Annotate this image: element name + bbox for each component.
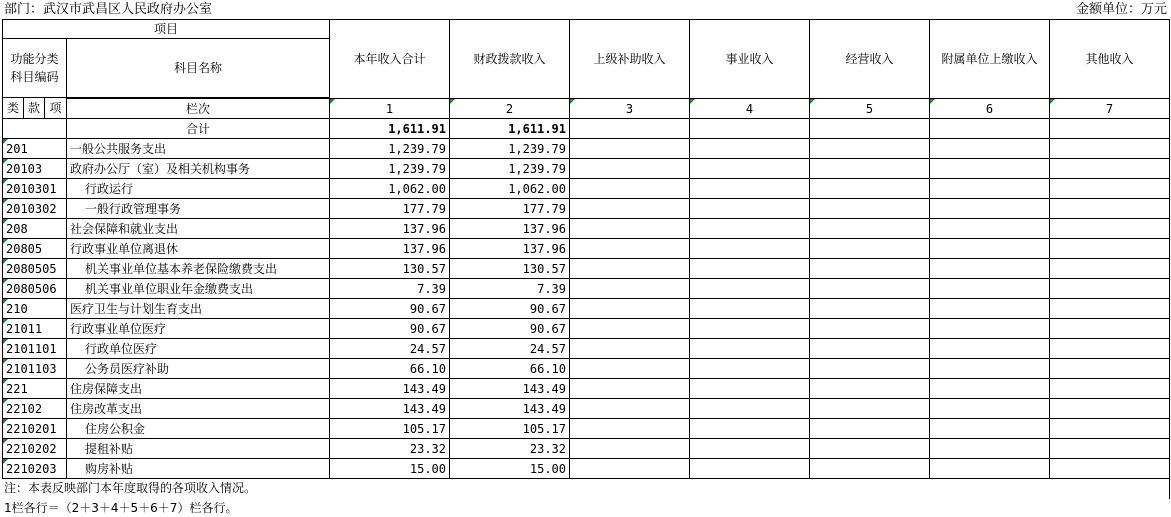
row-total-income: 24.57 <box>330 339 450 359</box>
empty-cell <box>930 259 1050 279</box>
row-total-income: 1,239.79 <box>330 139 450 159</box>
row-code: 2210201 <box>3 419 67 439</box>
empty-cell <box>570 399 690 419</box>
row-total-income: 7.39 <box>330 279 450 299</box>
row-fiscal-income: 1,062.00 <box>450 179 570 199</box>
row-code: 221 <box>3 379 67 399</box>
empty-cell <box>810 459 930 479</box>
empty-cell <box>570 319 690 339</box>
empty-cell <box>570 159 690 179</box>
func-code-line2: 科目编码 <box>10 70 59 84</box>
row-subject-name: 住房公积金 <box>67 419 330 439</box>
empty-cell <box>570 239 690 259</box>
table-row <box>3 279 1170 299</box>
empty-cell <box>930 359 1050 379</box>
empty-cell <box>1050 139 1170 159</box>
col-number-7: 7 <box>1050 99 1170 119</box>
row-code: 2210203 <box>3 459 67 479</box>
empty-cell <box>930 199 1050 219</box>
row-fiscal-income: 23.32 <box>450 439 570 459</box>
lanci-label: 栏次 <box>67 99 330 119</box>
empty-cell <box>1050 359 1170 379</box>
empty-cell <box>930 239 1050 259</box>
table-row <box>3 399 1170 419</box>
row-subject-name: 购房补贴 <box>67 459 330 479</box>
col-number-2: 2 <box>450 99 570 119</box>
row-subject-name: 提租补贴 <box>67 439 330 459</box>
table-row <box>3 219 1170 239</box>
empty-cell <box>570 339 690 359</box>
row-total-income: 15.00 <box>330 459 450 479</box>
subject-name-header: 科目名称 <box>67 39 330 98</box>
empty-cell <box>690 379 810 399</box>
empty-cell <box>690 199 810 219</box>
table-row <box>3 359 1170 379</box>
empty-cell <box>810 279 930 299</box>
col-header-other: 其他收入 <box>1050 20 1170 99</box>
col-header-superior: 上级补助收入 <box>570 20 690 99</box>
col-header-total: 本年收入合计 <box>330 20 450 99</box>
empty-cell <box>570 279 690 299</box>
table-row <box>3 199 1170 219</box>
empty-cell <box>810 179 930 199</box>
col-header-fiscal: 财政拨款收入 <box>450 20 570 99</box>
row-total-income: 90.67 <box>330 299 450 319</box>
empty-cell <box>1050 239 1170 259</box>
empty-cell <box>930 419 1050 439</box>
row-code: 2010301 <box>3 179 67 199</box>
empty-cell <box>810 439 930 459</box>
empty-cell <box>1050 299 1170 319</box>
row-subject-name: 机关事业单位基本养老保险缴费支出 <box>67 259 330 279</box>
empty-cell <box>930 119 1050 139</box>
empty-cell <box>1050 159 1170 179</box>
row-total-income: 105.17 <box>330 419 450 439</box>
lei-header: 类 <box>3 98 24 119</box>
item-header: 项目 <box>3 20 330 39</box>
empty-cell <box>810 399 930 419</box>
table-row <box>3 379 1170 399</box>
row-code: 208 <box>3 219 67 239</box>
empty-cell <box>930 279 1050 299</box>
row-total-income: 137.96 <box>330 219 450 239</box>
row-total-income: 143.49 <box>330 379 450 399</box>
row-fiscal-income: 7.39 <box>450 279 570 299</box>
row-total-income: 90.67 <box>330 319 450 339</box>
empty-cell <box>570 219 690 239</box>
table-row <box>3 159 1170 179</box>
row-code: 20805 <box>3 239 67 259</box>
row-fiscal-income: 130.57 <box>450 259 570 279</box>
empty-cell <box>570 439 690 459</box>
table-row <box>3 319 1170 339</box>
empty-cell <box>690 259 810 279</box>
empty-cell <box>1050 179 1170 199</box>
row-code: 2080506 <box>3 279 67 299</box>
empty-cell <box>810 199 930 219</box>
row-code: 2080505 <box>3 259 67 279</box>
empty-cell <box>1050 259 1170 279</box>
empty-cell <box>810 259 930 279</box>
row-code: 2210202 <box>3 439 67 459</box>
empty-cell <box>930 439 1050 459</box>
sheet-title-bar <box>0 0 1171 19</box>
empty-cell <box>570 359 690 379</box>
empty-cell <box>930 319 1050 339</box>
row-subject-name: 公务员医疗补助 <box>67 359 330 379</box>
empty-cell <box>1050 339 1170 359</box>
empty-cell <box>1050 219 1170 239</box>
empty-cell <box>1050 379 1170 399</box>
empty-cell <box>930 399 1050 419</box>
row-subject-name: 住房保障支出 <box>67 379 330 399</box>
empty-cell <box>690 299 810 319</box>
empty-cell <box>690 279 810 299</box>
footnote-1: 注：本表反映部门本年度取得的各项收入情况。 <box>4 481 257 495</box>
total-fiscal-value: 1,611.91 <box>450 119 570 139</box>
table-row <box>3 419 1170 439</box>
col-number-1: 1 <box>330 99 450 119</box>
empty-cell <box>690 159 810 179</box>
row-fiscal-income: 105.17 <box>450 419 570 439</box>
empty-cell <box>930 139 1050 159</box>
row-fiscal-income: 15.00 <box>450 459 570 479</box>
unit-label: 金额单位：万元 <box>1075 2 1167 17</box>
empty-cell <box>690 459 810 479</box>
empty-cell <box>1050 439 1170 459</box>
empty-cell <box>690 179 810 199</box>
empty-cell <box>1050 459 1170 479</box>
table-row <box>3 239 1170 259</box>
empty-cell <box>1050 199 1170 219</box>
col-number-6: 6 <box>930 99 1050 119</box>
row-code: 210 <box>3 299 67 319</box>
empty-cell <box>570 119 690 139</box>
kuan-header: 款 <box>24 98 45 119</box>
row-code: 21011 <box>3 319 67 339</box>
table-row <box>3 339 1170 359</box>
empty-cell <box>930 299 1050 319</box>
row-fiscal-income: 1,239.79 <box>450 139 570 159</box>
total-label: 合计 <box>67 119 330 139</box>
empty-cell <box>690 399 810 419</box>
row-code: 2101103 <box>3 359 67 379</box>
empty-cell <box>1050 279 1170 299</box>
row-subject-name: 行政运行 <box>67 179 330 199</box>
row-subject-name: 行政事业单位离退休 <box>67 239 330 259</box>
row-subject-name: 医疗卫生与计划生育支出 <box>67 299 330 319</box>
empty-cell <box>810 379 930 399</box>
empty-cell <box>930 379 1050 399</box>
row-subject-name: 政府办公厅（室）及相关机构事务 <box>67 159 330 179</box>
row-subject-name: 行政事业单位医疗 <box>67 319 330 339</box>
empty-cell <box>1050 419 1170 439</box>
empty-cell <box>690 439 810 459</box>
empty-cell <box>690 139 810 159</box>
row-fiscal-income: 137.96 <box>450 219 570 239</box>
department-label: 部门：武汉市武昌区人民政府办公室 <box>4 2 213 17</box>
empty-cell <box>570 179 690 199</box>
empty-cell <box>810 299 930 319</box>
row-code: 2101101 <box>3 339 67 359</box>
row-fiscal-income: 1,239.79 <box>450 159 570 179</box>
empty-cell <box>690 239 810 259</box>
row-subject-name: 一般公共服务支出 <box>67 139 330 159</box>
col-header-business: 事业收入 <box>690 20 810 99</box>
empty-cell <box>1050 399 1170 419</box>
row-code: 22102 <box>3 399 67 419</box>
income-table <box>2 19 1170 479</box>
total-row <box>3 119 1170 139</box>
empty-cell <box>810 419 930 439</box>
row-total-income: 1,062.00 <box>330 179 450 199</box>
row-subject-name: 一般行政管理事务 <box>67 199 330 219</box>
empty-cell <box>810 159 930 179</box>
xiang-header: 项 <box>45 98 67 119</box>
right-border <box>1169 19 1170 499</box>
col-header-subsidiary: 附属单位上缴收入 <box>930 20 1050 99</box>
empty-cell <box>930 179 1050 199</box>
row-total-income: 130.57 <box>330 259 450 279</box>
total-code-cell <box>3 119 67 139</box>
col-number-3: 3 <box>570 99 690 119</box>
row-code: 20103 <box>3 159 67 179</box>
empty-cell <box>1050 319 1170 339</box>
empty-cell <box>690 419 810 439</box>
table-row <box>3 179 1170 199</box>
row-total-income: 1,239.79 <box>330 159 450 179</box>
col-number-5: 5 <box>810 99 930 119</box>
func-code-line1: 功能分类 <box>10 52 59 66</box>
empty-cell <box>690 119 810 139</box>
col-header-operating: 经营收入 <box>810 20 930 99</box>
empty-cell <box>930 339 1050 359</box>
empty-cell <box>810 239 930 259</box>
row-fiscal-income: 90.67 <box>450 299 570 319</box>
empty-cell <box>570 199 690 219</box>
table-row <box>3 259 1170 279</box>
row-subject-name: 行政单位医疗 <box>67 339 330 359</box>
empty-cell <box>690 359 810 379</box>
row-total-income: 143.49 <box>330 399 450 419</box>
row-fiscal-income: 143.49 <box>450 379 570 399</box>
empty-cell <box>570 419 690 439</box>
row-code: 201 <box>3 139 67 159</box>
empty-cell <box>1050 119 1170 139</box>
header-row-item <box>3 20 1170 39</box>
empty-cell <box>570 299 690 319</box>
row-total-income: 137.96 <box>330 239 450 259</box>
row-subject-name: 住房改革支出 <box>67 399 330 419</box>
empty-cell <box>810 359 930 379</box>
row-total-income: 23.32 <box>330 439 450 459</box>
empty-cell <box>810 139 930 159</box>
empty-cell <box>690 339 810 359</box>
empty-cell <box>570 379 690 399</box>
empty-cell <box>810 219 930 239</box>
empty-cell <box>810 119 930 139</box>
row-subject-name: 社会保障和就业支出 <box>67 219 330 239</box>
table-row <box>3 139 1170 159</box>
empty-cell <box>810 319 930 339</box>
row-total-income: 66.10 <box>330 359 450 379</box>
table-row <box>3 459 1170 479</box>
empty-cell <box>690 319 810 339</box>
row-fiscal-income: 24.57 <box>450 339 570 359</box>
data-rows <box>3 139 1170 479</box>
empty-cell <box>930 159 1050 179</box>
empty-cell <box>810 339 930 359</box>
footnote-2: 1栏各行＝（2＋3＋4＋5＋6＋7）栏各行。 <box>4 501 238 515</box>
row-fiscal-income: 177.79 <box>450 199 570 219</box>
empty-cell <box>690 219 810 239</box>
table-row <box>3 299 1170 319</box>
row-code: 2010302 <box>3 199 67 219</box>
empty-cell <box>570 459 690 479</box>
func-code-header <box>3 39 67 98</box>
row-subject-name: 机关事业单位职业年金缴费支出 <box>67 279 330 299</box>
total-income-value: 1,611.91 <box>330 119 450 139</box>
row-fiscal-income: 66.10 <box>450 359 570 379</box>
row-total-income: 177.79 <box>330 199 450 219</box>
empty-cell <box>570 139 690 159</box>
row-fiscal-income: 143.49 <box>450 399 570 419</box>
empty-cell <box>930 219 1050 239</box>
empty-cell <box>570 259 690 279</box>
row-fiscal-income: 137.96 <box>450 239 570 259</box>
empty-cell <box>930 459 1050 479</box>
table-row <box>3 439 1170 459</box>
row-fiscal-income: 90.67 <box>450 319 570 339</box>
col-number-4: 4 <box>690 99 810 119</box>
lanci-row <box>3 99 1170 119</box>
